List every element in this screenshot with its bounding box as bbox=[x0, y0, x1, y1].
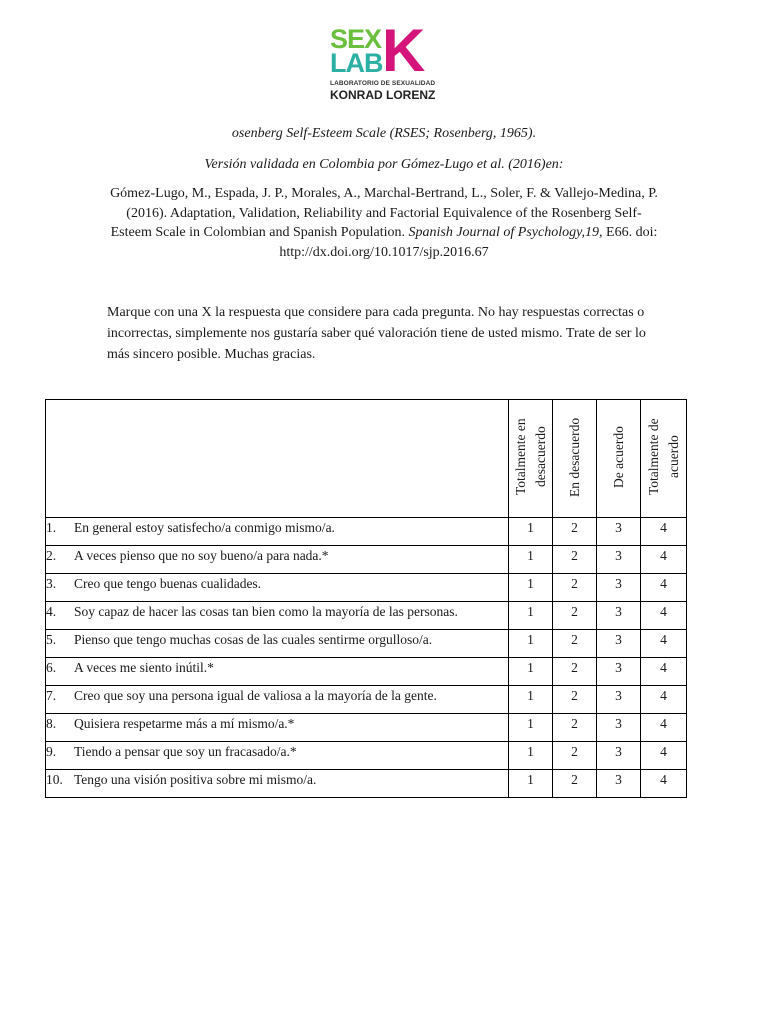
scale-title: osenberg Self-Esteem Scale (RSES; Rosenberg, 1965). bbox=[231, 126, 537, 141]
response-option-1[interactable]: 1 bbox=[509, 602, 553, 630]
item-text: En general estoy satisfecho/a conmigo mismo/a. bbox=[74, 520, 335, 535]
response-option-2[interactable]: 2 bbox=[553, 546, 597, 574]
item-text: Soy capaz de hacer las cosas tan bien como la mayoría de las personas. bbox=[74, 604, 458, 619]
item-number: 4. bbox=[46, 604, 57, 619]
response-option-2[interactable]: 2 bbox=[553, 770, 597, 798]
logo-sex-text: SEX bbox=[330, 24, 382, 54]
item-text: Creo que soy una persona igual de valiosa a la mayoría de la gente. bbox=[74, 688, 437, 703]
response-option-1[interactable]: 1 bbox=[509, 714, 553, 742]
response-option-1[interactable]: 1 bbox=[509, 546, 553, 574]
response-option-4[interactable]: 4 bbox=[641, 714, 687, 742]
item-text: Tengo una visión positiva sobre mi mismo/a. bbox=[74, 772, 317, 787]
item-text: Quisiera respetarme más a mí mismo/a.* bbox=[74, 716, 295, 731]
item-text: A veces me siento inútil.* bbox=[74, 660, 214, 675]
response-option-1[interactable]: 1 bbox=[509, 518, 553, 546]
col-totally-disagree bbox=[509, 400, 553, 518]
response-option-1[interactable]: 1 bbox=[509, 630, 553, 658]
response-option-3[interactable]: 3 bbox=[597, 630, 641, 658]
citation-journal: Spanish Journal of Psychology,19, bbox=[408, 225, 603, 240]
response-option-2[interactable]: 2 bbox=[553, 742, 597, 770]
response-option-3[interactable]: 3 bbox=[597, 546, 641, 574]
item-cell bbox=[46, 658, 509, 686]
col-label: Totalmente en desacuerdo bbox=[512, 418, 548, 495]
response-option-1[interactable]: 1 bbox=[509, 686, 553, 714]
item-number: 1. bbox=[46, 520, 57, 535]
response-option-3[interactable]: 3 bbox=[597, 658, 641, 686]
col-agree bbox=[597, 400, 641, 518]
validation-line: Versión validada en Colombia por Gómez-Lugo et al. (2016)en: bbox=[204, 157, 564, 172]
response-option-2[interactable]: 2 bbox=[553, 602, 597, 630]
col-disagree bbox=[553, 400, 597, 518]
response-option-4[interactable]: 4 bbox=[641, 770, 687, 798]
table-row bbox=[46, 546, 687, 574]
logo-subtitle: LABORATORIO DE SEXUALIDAD bbox=[330, 80, 436, 87]
logo-lab-text: LAB bbox=[330, 48, 383, 78]
col-label: En desacuerdo bbox=[566, 416, 582, 497]
table-row bbox=[46, 574, 687, 602]
response-option-2[interactable]: 2 bbox=[553, 630, 597, 658]
response-option-4[interactable]: 4 bbox=[641, 518, 687, 546]
lab-logo bbox=[330, 17, 442, 102]
table-row bbox=[46, 686, 687, 714]
response-option-3[interactable]: 3 bbox=[597, 518, 641, 546]
item-cell bbox=[46, 630, 509, 658]
response-option-4[interactable]: 4 bbox=[641, 602, 687, 630]
response-option-4[interactable]: 4 bbox=[641, 742, 687, 770]
item-text: A veces pienso que no soy bueno/a para nada.* bbox=[74, 548, 329, 563]
response-option-4[interactable]: 4 bbox=[641, 658, 687, 686]
item-text: Tiendo a pensar que soy un fracasado/a.* bbox=[74, 744, 297, 759]
item-text: Creo que tengo buenas cualidades. bbox=[74, 576, 262, 591]
col-label: Totalmente de acuerdo bbox=[645, 418, 681, 495]
col-label: De acuerdo bbox=[610, 425, 626, 488]
item-cell bbox=[46, 686, 509, 714]
item-cell bbox=[46, 574, 509, 602]
item-cell bbox=[46, 602, 509, 630]
response-option-3[interactable]: 3 bbox=[597, 574, 641, 602]
response-option-4[interactable]: 4 bbox=[641, 686, 687, 714]
instructions: Marque con una X la respuesta que considere para cada pregunta. No hay respuestas correctas o incorrectas, simplemente nos gustaría saber qué valoración tiene de usted mismo. Trate de ser lo más sincero posible. Muchas gracias. bbox=[107, 305, 646, 362]
item-number: 10. bbox=[46, 772, 63, 787]
table-row bbox=[46, 602, 687, 630]
citation bbox=[110, 184, 658, 262]
item-cell bbox=[46, 714, 509, 742]
response-option-2[interactable]: 2 bbox=[553, 658, 597, 686]
logo-brand: KONRAD LORENZ bbox=[330, 88, 436, 102]
response-option-3[interactable]: 3 bbox=[597, 686, 641, 714]
response-option-3[interactable]: 3 bbox=[597, 742, 641, 770]
table-row bbox=[46, 658, 687, 686]
item-number: 6. bbox=[46, 660, 57, 675]
citation-doi: E66. doi: http://dx.doi.org/10.1017/sjp.2016.67 bbox=[279, 225, 658, 260]
table-header-row bbox=[46, 400, 687, 518]
table-row bbox=[46, 714, 687, 742]
item-number: 8. bbox=[46, 716, 57, 731]
response-option-4[interactable]: 4 bbox=[641, 546, 687, 574]
table-row bbox=[46, 770, 687, 798]
item-number: 5. bbox=[46, 632, 57, 647]
rses-table bbox=[45, 399, 687, 798]
col-totally-agree bbox=[641, 400, 687, 518]
table-row bbox=[46, 630, 687, 658]
citation-text: Gómez-Lugo, M., Espada, J. P., Morales, A., Marchal-Bertrand, L., Soler, F. & Vallejo-Medina, P. (2016). Adaptation, Validation, Reliability and Factorial Equivalence of the Rosenberg Self-Esteem Scale in Colombian and Spanish Population. bbox=[110, 186, 658, 240]
response-option-1[interactable]: 1 bbox=[509, 742, 553, 770]
header-blank-cell bbox=[46, 400, 509, 518]
item-number: 3. bbox=[46, 576, 57, 591]
response-option-3[interactable]: 3 bbox=[597, 714, 641, 742]
item-cell bbox=[46, 518, 509, 546]
response-option-2[interactable]: 2 bbox=[553, 714, 597, 742]
response-option-1[interactable]: 1 bbox=[509, 574, 553, 602]
table-row bbox=[46, 518, 687, 546]
response-option-2[interactable]: 2 bbox=[553, 686, 597, 714]
response-option-1[interactable]: 1 bbox=[509, 770, 553, 798]
item-number: 9. bbox=[46, 744, 57, 759]
item-number: 2. bbox=[46, 548, 57, 563]
response-option-1[interactable]: 1 bbox=[509, 658, 553, 686]
response-option-2[interactable]: 2 bbox=[553, 518, 597, 546]
table-row bbox=[46, 742, 687, 770]
response-option-3[interactable]: 3 bbox=[597, 602, 641, 630]
logo-k-letter: K bbox=[382, 17, 426, 84]
item-cell bbox=[46, 742, 509, 770]
item-text: Pienso que tengo muchas cosas de las cuales sentirme orgulloso/a. bbox=[74, 632, 433, 647]
item-cell bbox=[46, 546, 509, 574]
item-number: 7. bbox=[46, 688, 57, 703]
response-option-3[interactable]: 3 bbox=[597, 770, 641, 798]
response-option-4[interactable]: 4 bbox=[641, 630, 687, 658]
response-option-4[interactable]: 4 bbox=[641, 574, 687, 602]
response-option-2[interactable]: 2 bbox=[553, 574, 597, 602]
item-cell bbox=[46, 770, 509, 798]
